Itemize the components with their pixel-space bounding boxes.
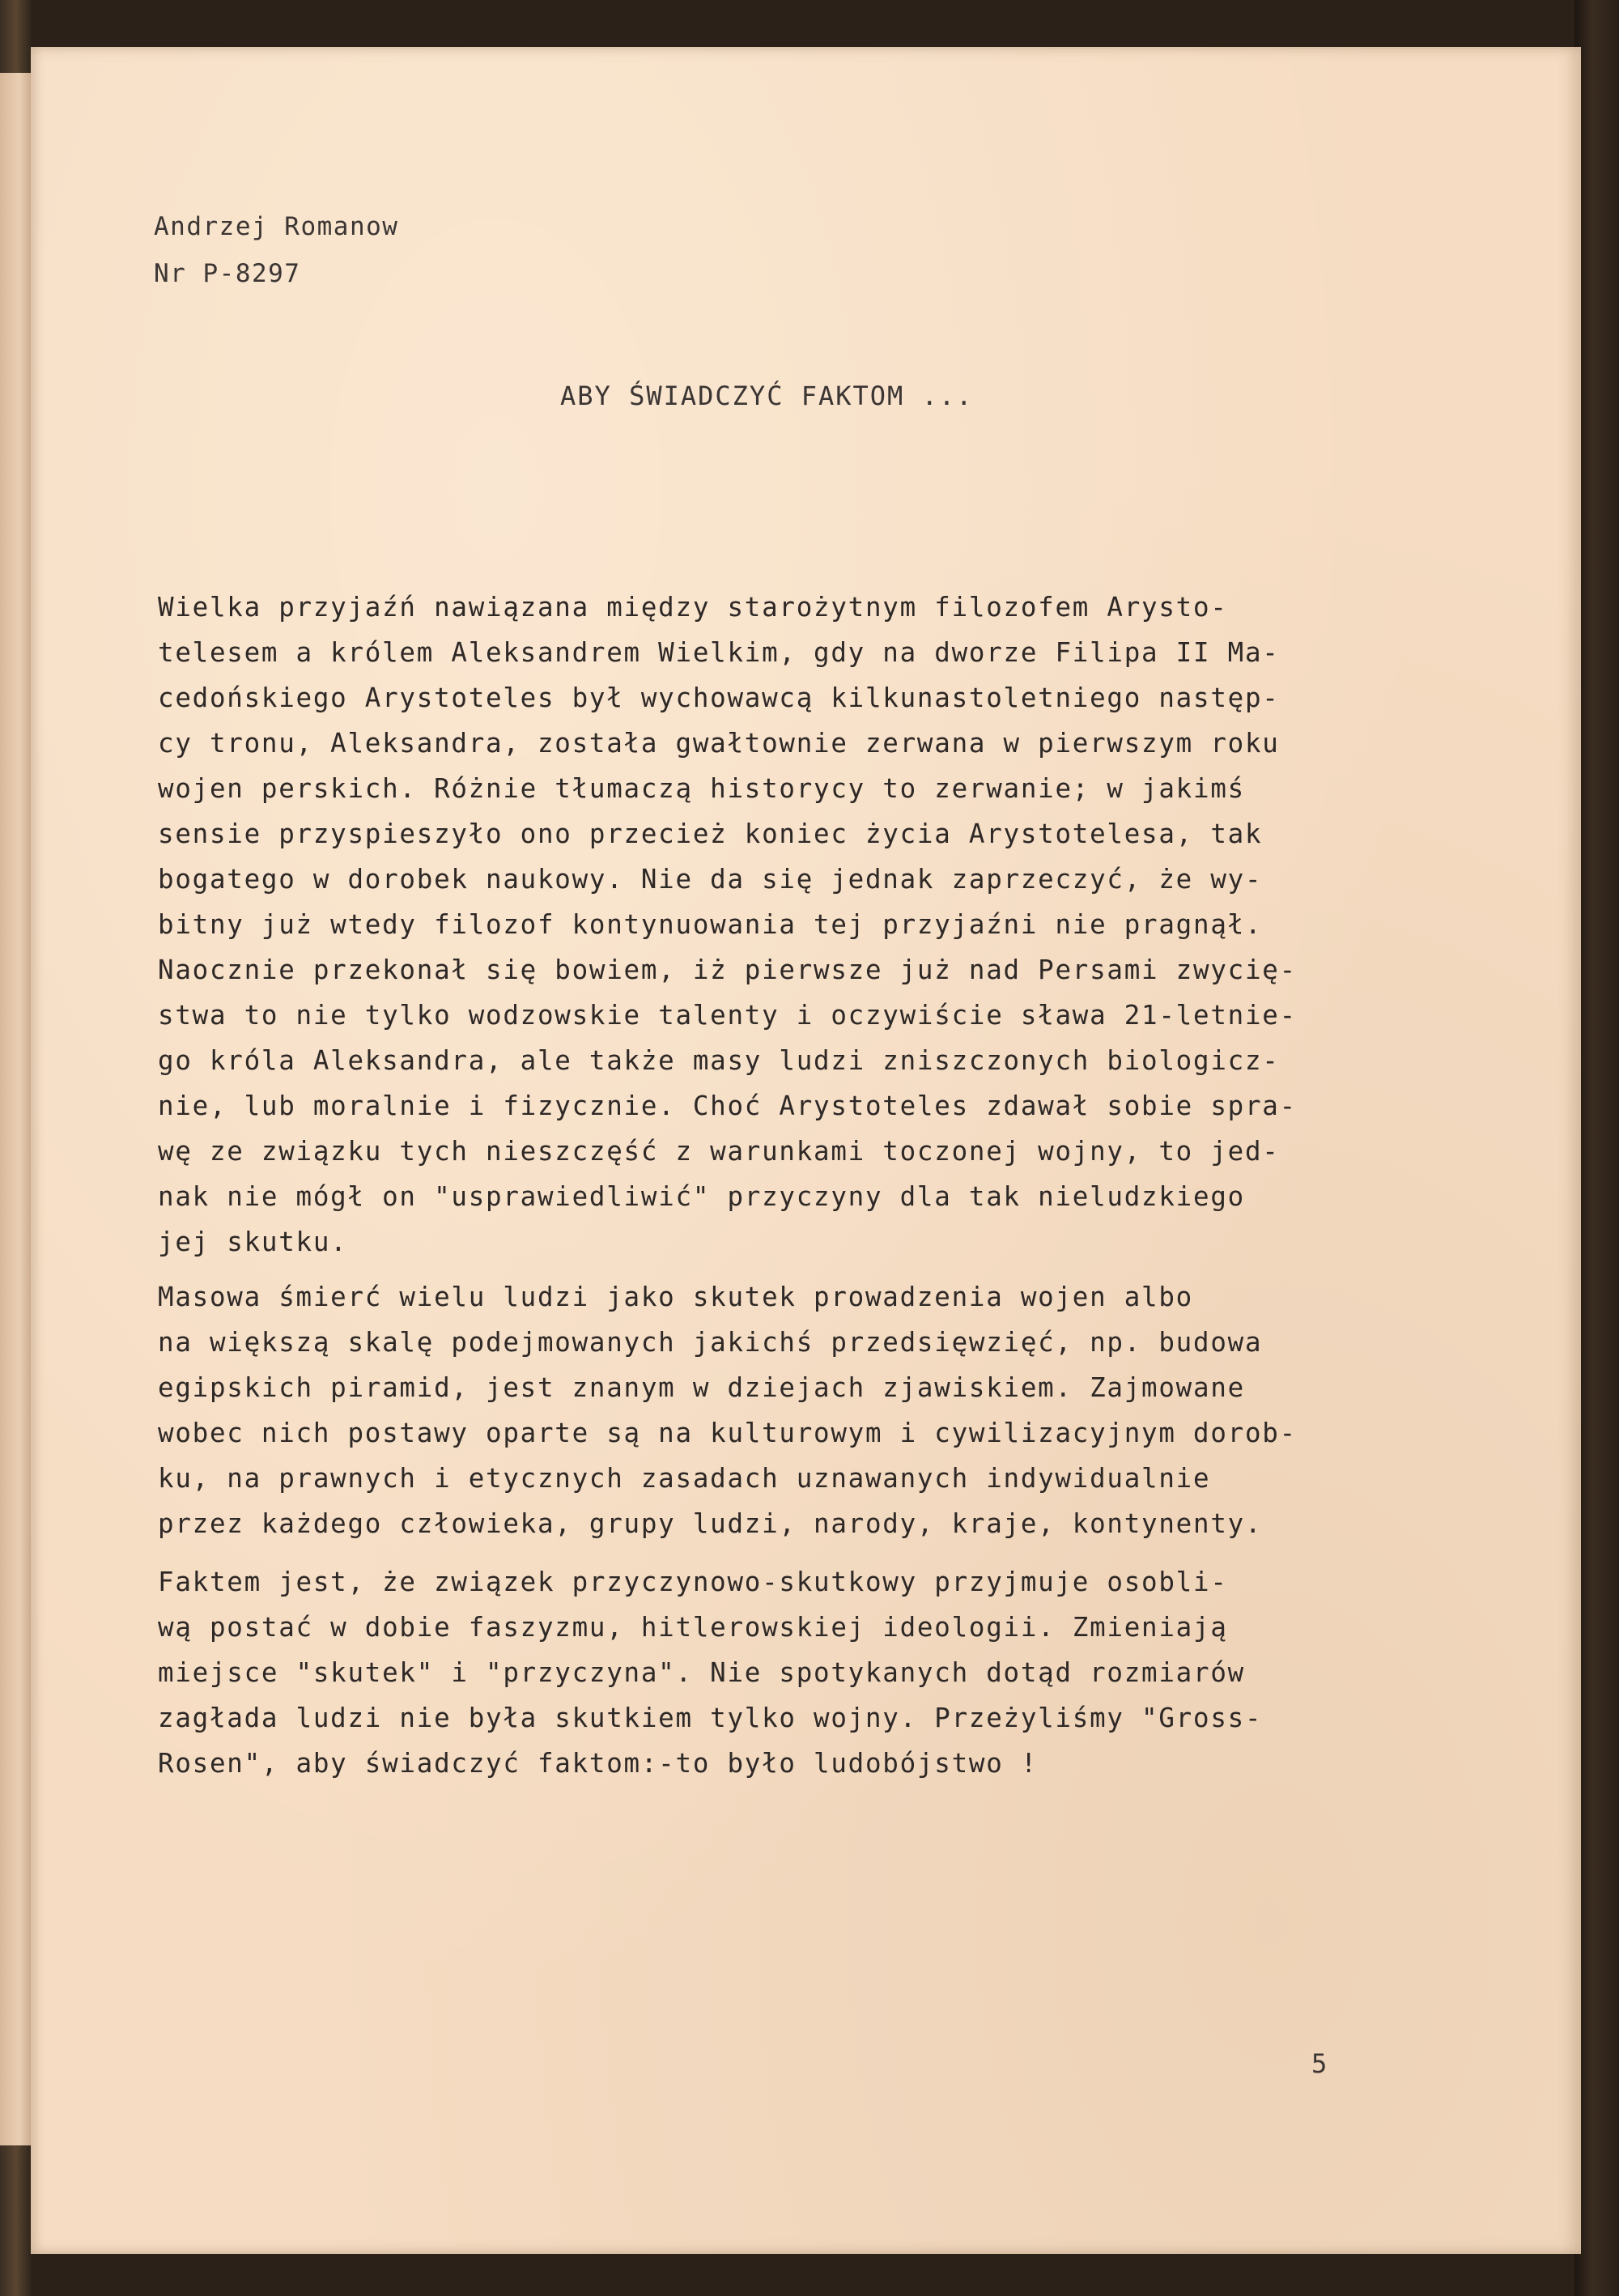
- text-line: cedońskiego Arystoteles był wychowawcą kilkunastoletniego następ-: [158, 682, 1280, 713]
- text-line: go króla Aleksandra, ale także masy ludzi zniszczonych biologicz-: [158, 1045, 1280, 1076]
- text-line: Rosen", aby świadczyć faktom:-to było ludobójstwo !: [158, 1748, 1039, 1779]
- text-line: zagłada ludzi nie była skutkiem tylko wojny. Przeżyliśmy "Gross-: [158, 1703, 1263, 1733]
- paragraph-1: [158, 585, 1421, 1265]
- text-line: Wielka przyjaźń nawiązana między starożytnym filozofem Arysto-: [158, 592, 1228, 623]
- text-line: ku, na prawnych i etycznych zasadach uznawanych indywidualnie: [158, 1463, 1211, 1494]
- text-line: telesem a królem Aleksandrem Wielkim, gdy na dworze Filipa II Ma-: [158, 637, 1280, 668]
- book-spine-shadow: [1574, 0, 1619, 2296]
- text-line: przez każdego człowieka, grupy ludzi, narody, kraje, kontynenty.: [158, 1508, 1263, 1539]
- left-page-edge: [0, 73, 34, 2145]
- text-line: bogatego w dorobek naukowy. Nie da się jednak zaprzeczyć, że wy-: [158, 864, 1263, 895]
- text-line: wojen perskich. Różnie tłumaczą historycy to zerwanie; w jakimś: [158, 773, 1245, 804]
- text-line: wobec nich postawy oparte są na kulturowym i cywilizacyjnym dorob-: [158, 1418, 1297, 1448]
- author-name: Andrzej Romanow: [154, 212, 399, 241]
- text-line: egipskich piramid, jest znanym w dziejach zjawiskiem. Zajmowane: [158, 1372, 1245, 1403]
- text-line: sensie przyspieszyło ono przecież koniec życia Arystotelesa, tak: [158, 818, 1263, 849]
- text-line: wę ze związku tych nieszczęść z warunkami toczonej wojny, to jed-: [158, 1136, 1280, 1167]
- text-line: na większą skalę podejmowanych jakichś przedsięwzięć, np. budowa: [158, 1327, 1263, 1358]
- text-line: jej skutku.: [158, 1227, 348, 1257]
- text-line: Faktem jest, że związek przyczynowo-skutkowy przyjmuje osobli-: [158, 1567, 1228, 1597]
- text-line: nak nie mógł on "usprawiedliwić" przyczyny dla tak nieludzkiego: [158, 1181, 1245, 1212]
- text-line: Naocznie przekonał się bowiem, iż pierwsze już nad Persami zwycię-: [158, 955, 1297, 985]
- text-line: nie, lub moralnie i fizycznie. Choć Arystoteles zdawał sobie spra-: [158, 1091, 1297, 1121]
- text-line: bitny już wtedy filozof kontynuowania tej przyjaźni nie pragnął.: [158, 909, 1263, 940]
- prisoner-number: Nr P-8297: [154, 259, 301, 288]
- text-line: Masowa śmierć wielu ludzi jako skutek prowadzenia wojen albo: [158, 1282, 1193, 1312]
- page-number: 5: [1311, 2048, 1328, 2079]
- text-line: stwa to nie tylko wodzowskie talenty i oczywiście sława 21-letnie-: [158, 1000, 1297, 1031]
- paragraph-2: [158, 1274, 1421, 1546]
- paragraph-3: [158, 1559, 1421, 1786]
- text-line: wą postać w dobie faszyzmu, hitlerowskiej ideologii. Zmieniają: [158, 1612, 1228, 1643]
- page-title: ABY ŚWIADCZYĆ FAKTOM ...: [560, 381, 974, 411]
- text-line: cy tronu, Aleksandra, została gwałtownie zerwana w pierwszym roku: [158, 728, 1280, 759]
- text-line: miejsce "skutek" i "przyczyna". Nie spotykanych dotąd rozmiarów: [158, 1657, 1245, 1688]
